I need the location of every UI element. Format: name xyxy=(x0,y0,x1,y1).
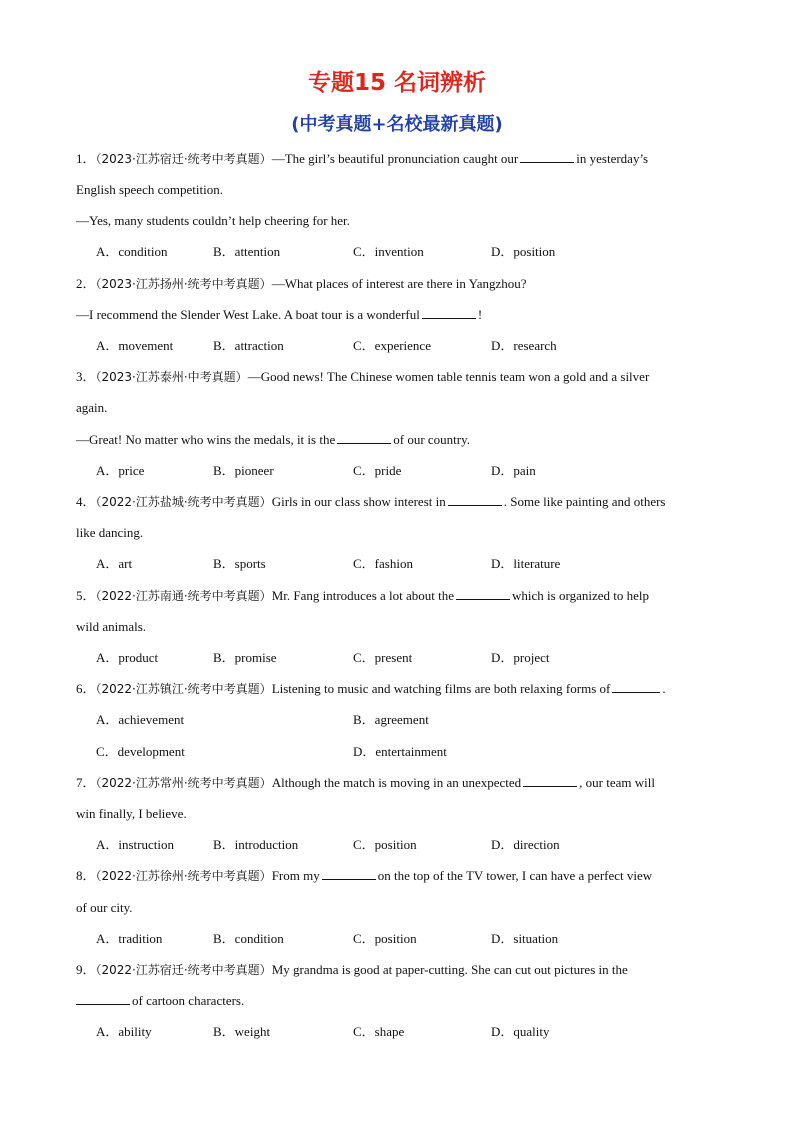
question-4-line-1: 4．（2022·江苏盐城·统考中考真题）Girls in our class show interest in . Some like painting and others xyxy=(76,494,666,509)
answer-blank xyxy=(612,680,660,693)
question-7-line-1: 7．（2022·江苏常州·统考中考真题）Although the match is moving in an unexpected , our team will xyxy=(76,775,655,790)
question-source: （2023·江苏扬州·统考中考真题） xyxy=(95,277,272,291)
page-title: 专题15 名词辨析 xyxy=(307,70,486,96)
page-subtitle: (中考真题+名校最新真题) xyxy=(291,114,503,135)
question-2-line-1: 2．（2023·江苏扬州·统考中考真题）—What places of interest are there in Yangzhou? xyxy=(76,276,527,291)
option-d: D．position xyxy=(491,244,556,259)
question-number: 1． xyxy=(76,151,96,166)
option-b: B．weight xyxy=(213,1024,271,1039)
option-d: D．direction xyxy=(491,837,560,852)
question-1-line-3: —Yes, many students couldn’t help cheering for her. xyxy=(76,213,350,228)
question-number: 2． xyxy=(76,276,96,291)
answer-blank xyxy=(456,587,510,600)
option-b: B．introduction xyxy=(213,837,299,852)
question-number: 3． xyxy=(76,369,96,384)
question-1-line-2: English speech competition. xyxy=(76,182,223,197)
option-b: B．sports xyxy=(213,556,266,571)
question-4-line-2: like dancing. xyxy=(76,525,144,540)
question-5-line-2: wild animals. xyxy=(76,619,147,634)
option-d: D．project xyxy=(491,650,550,665)
question-number: 7． xyxy=(76,775,96,790)
question-9-line-1: 9．（2022·江苏宿迁·统考中考真题）My grandma is good at paper-cutting. She can cut out pictures in the xyxy=(76,962,628,977)
option-d: D．entertainment xyxy=(353,744,447,759)
question-9-line-2: of cartoon characters. xyxy=(76,992,244,1010)
question-3-line-1: 3．（2023·江苏泰州·中考真题）—Good news! The Chinese women table tennis team won a gold and a silver xyxy=(76,369,650,384)
question-source: （2022·江苏镇江·统考中考真题） xyxy=(95,682,272,696)
option-a: A．product xyxy=(96,650,159,665)
option-c: C．present xyxy=(353,650,413,665)
question-7-line-2: win finally, I believe. xyxy=(76,806,187,821)
option-c: C．position xyxy=(353,837,417,852)
answer-blank xyxy=(322,867,376,880)
answer-blank xyxy=(422,306,476,319)
question-6-line-1: 6．（2022·江苏镇江·统考中考真题）Listening to music and watching films are both relaxing forms of . xyxy=(76,681,666,696)
question-3-line-2: again. xyxy=(76,400,108,415)
question-number: 6． xyxy=(76,681,96,696)
question-source: （2022·江苏徐州·统考中考真题） xyxy=(95,869,272,883)
option-b: B．pioneer xyxy=(213,463,274,478)
option-c: C．position xyxy=(353,931,417,946)
question-5-line-1: 5．（2022·江苏南通·统考中考真题）Mr. Fang introduces a lot about the which is organized to help xyxy=(76,588,649,603)
answer-blank xyxy=(337,431,391,444)
option-d: D．situation xyxy=(491,931,559,946)
option-a: A．price xyxy=(96,463,145,478)
question-source: （2022·江苏盐城·统考中考真题） xyxy=(95,495,272,509)
question-source: （2022·江苏南通·统考中考真题） xyxy=(95,589,272,603)
option-c: C．fashion xyxy=(353,556,413,571)
question-8-line-2: of our city. xyxy=(76,900,133,915)
option-d: D．pain xyxy=(491,463,536,478)
option-d: D．quality xyxy=(491,1024,550,1039)
option-b: B．promise xyxy=(213,650,277,665)
option-a: A．condition xyxy=(96,244,168,259)
question-8-line-1: 8．（2022·江苏徐州·统考中考真题）From my on the top of the TV tower, I can have a perfect view xyxy=(76,868,653,883)
question-source: （2023·江苏宿迁·统考中考真题） xyxy=(95,152,272,166)
question-number: 9． xyxy=(76,962,96,977)
option-a: A．ability xyxy=(96,1024,152,1039)
option-b: B．agreement xyxy=(353,712,429,727)
option-d: D．literature xyxy=(491,556,561,571)
question-1-line-1: 1．（2023·江苏宿迁·统考中考真题）—The girl’s beautiful pronunciation caught our in yesterday’s xyxy=(76,151,649,166)
option-c: C．pride xyxy=(353,463,402,478)
question-source: （2023·江苏泰州·中考真题） xyxy=(95,370,248,384)
option-a: A．movement xyxy=(96,338,174,353)
question-number: 8． xyxy=(76,868,96,883)
question-source: （2022·江苏常州·统考中考真题） xyxy=(95,776,272,790)
option-c: C．invention xyxy=(353,244,424,259)
option-d: D．research xyxy=(491,338,557,353)
question-number: 4． xyxy=(76,494,96,509)
answer-blank xyxy=(520,150,574,163)
option-a: A．achievement xyxy=(96,712,185,727)
option-a: A．art xyxy=(96,556,133,571)
question-2-line-2: —I recommend the Slender West Lake. A boat tour is a wonderful ! xyxy=(76,307,483,322)
option-b: B．attraction xyxy=(213,338,284,353)
option-b: B．condition xyxy=(213,931,284,946)
answer-blank xyxy=(523,774,577,787)
option-c: C．shape xyxy=(353,1024,405,1039)
option-a: A．tradition xyxy=(96,931,163,946)
option-b: B．attention xyxy=(213,244,281,259)
option-c: C．development xyxy=(96,744,185,759)
option-c: C．experience xyxy=(353,338,431,353)
option-a: A．instruction xyxy=(96,837,174,852)
question-number: 5． xyxy=(76,588,96,603)
question-source: （2022·江苏宿迁·统考中考真题） xyxy=(95,963,272,977)
question-3-line-3: —Great! No matter who wins the medals, it is the of our country. xyxy=(76,432,471,447)
answer-blank xyxy=(448,493,502,506)
answer-blank xyxy=(76,992,130,1005)
